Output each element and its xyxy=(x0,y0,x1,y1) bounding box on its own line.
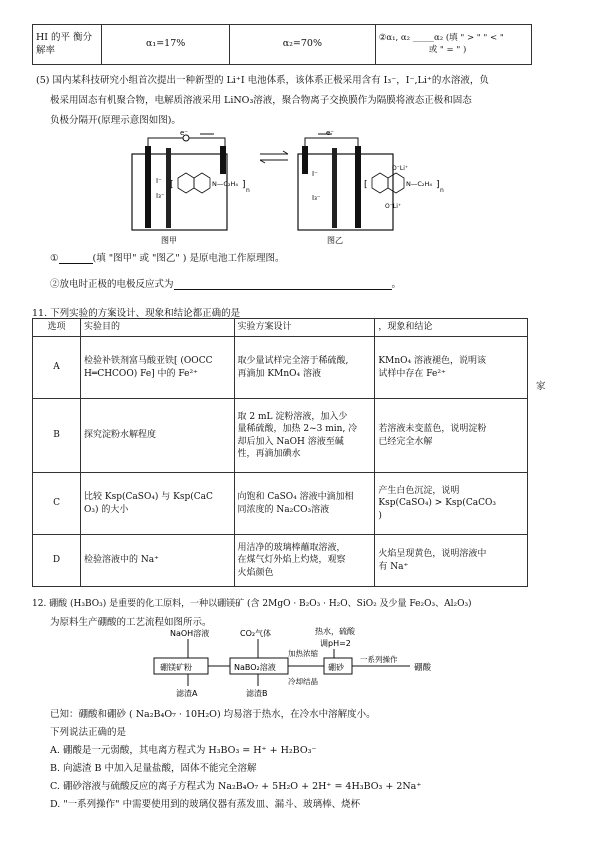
q5-paragraph-line: 极采用固态有机聚合物，电解质溶液采用 LiNO₃溶液，聚合物离子交换膜作为隔膜将液态正极和固态 xyxy=(50,95,472,106)
equilibrium-arrows-icon xyxy=(260,151,288,163)
cell-line: O₃) 的大小 xyxy=(84,504,129,515)
result-cell xyxy=(375,535,528,587)
electrode-left-a xyxy=(145,146,151,228)
cell-line: 性，再滴加碘水 xyxy=(237,448,301,459)
external-wire-a xyxy=(148,138,225,166)
q12-paragraph-line: 为原料生产硼酸的工艺流程如图所示。 xyxy=(50,617,212,628)
table-header-row xyxy=(33,319,528,337)
option-cell: D xyxy=(33,535,81,587)
cell-line: 量稀硫酸，加热 2~3 min, 冷 xyxy=(237,424,358,435)
q11-table xyxy=(32,318,528,587)
q12-option-c[interactable]: C. 硼砂溶液与硫酸反应的离子方程式为 Na₂B₄O₇ + 5H₂O + 2H⁺ = 4H₃BO₃ + 2Na⁺ xyxy=(50,781,422,792)
cell-line: 产生白色沉淀，说明 xyxy=(378,486,460,497)
table-header-cell: ，现象和结论 xyxy=(375,319,528,337)
answer-blank[interactable] xyxy=(59,263,93,264)
figure-caption: 图甲 xyxy=(161,236,177,245)
ion-label: I₃⁻ xyxy=(156,192,165,200)
cell-line: 却后加入 NaOH 溶液至碱 xyxy=(237,436,344,447)
cell-line: KMnO₄ 溶液褪色，说明该 xyxy=(378,356,486,367)
reagent-label: 调pH=2 xyxy=(320,639,351,648)
ring-icon xyxy=(178,173,194,193)
top-table-cell xyxy=(375,25,531,65)
step-label: 一系列操作 xyxy=(360,655,398,664)
reagent-label: 热水，硫酸 xyxy=(315,627,355,636)
option-cell: C xyxy=(33,473,81,535)
ring-icon xyxy=(388,173,404,193)
q12-ask: 下列说法正确的是 xyxy=(50,727,127,738)
q12-paragraph-line: 12. 硼酸 (H₃BO₃) 是重要的化工原料，一种以硼镁矿 (含 2MgO · B₂O₃ · H₂O、SiO₂ 及少量 Fe₂O₃、Al₂O₃) xyxy=(32,599,472,609)
polymer-bracket-icon: [ xyxy=(364,180,368,190)
cell-line: 火焰呈现黄色，说明溶液中 xyxy=(378,549,487,560)
option-cell: A xyxy=(33,337,81,399)
plan-cell xyxy=(234,473,375,535)
q12-option-a[interactable]: A. 硼酸是一元弱酸，其电离方程式为 H₃BO₃ = H⁺ + H₂BO₃⁻ xyxy=(50,745,317,756)
table-header-cell: 实验方案设计 xyxy=(234,319,375,337)
figure-a xyxy=(132,129,250,245)
flow-box-label: 硼砂 xyxy=(328,663,344,672)
electron-label: e⁻ xyxy=(326,129,335,137)
table-header-cell: 实验目的 xyxy=(81,319,234,337)
q12-option-d[interactable]: D. "一系列操作" 中需要使用到的玻璃仪器有蒸发皿、漏斗、玻璃棒、烧杯 xyxy=(50,799,361,810)
polymer-subscript: n xyxy=(440,187,444,194)
flow-box-label: NaBO₂溶液 xyxy=(234,663,276,672)
reagent-label: CO₂气体 xyxy=(240,629,272,638)
top-table-cell: α₂=70% xyxy=(230,25,376,65)
electrode-left-b xyxy=(302,146,308,174)
cell-line: Ksp(CaSO₄) > Ksp(CaCO₃ xyxy=(378,498,496,509)
top-table-cell-line: ②α₁, α₂ _____α₂ (填 " > " " < " xyxy=(378,33,504,44)
result-cell xyxy=(375,337,528,399)
membrane-b xyxy=(332,148,337,228)
cell-line: 试样中存在 Fe²⁺ xyxy=(378,368,446,379)
plan-cell xyxy=(234,535,375,587)
table-row xyxy=(33,399,528,473)
option-cell: B xyxy=(33,399,81,473)
cell-line: 检验溶液中的 Na⁺ xyxy=(84,555,159,566)
q11-title: 11. 下列实验的方案设计、现象和结论都正确的是 xyxy=(32,308,241,319)
q12-option-b[interactable]: B. 向滤渣 B 中加入足量盐酸，固体不能完全溶解 xyxy=(50,763,257,774)
cell-line: 向饱和 CaSO₄ 溶液中滴加相 xyxy=(237,492,354,503)
figure-b xyxy=(298,129,444,245)
ion-label: I⁻ xyxy=(156,177,162,185)
result-cell xyxy=(375,473,528,535)
step-label: 加热浓缩 xyxy=(288,649,318,658)
q5-sub1-text: (填 "图甲" 或 "图乙" ) 是原电池工作原理图。 xyxy=(92,253,285,264)
figure-caption: 图乙 xyxy=(327,236,343,245)
result-cell xyxy=(375,399,528,473)
q5-sub1-number: ① xyxy=(50,253,59,264)
cell-line: ) xyxy=(378,510,382,521)
polymer-label: O⁻Li⁺ xyxy=(385,203,402,210)
q5-paragraph-line: (5) 国内某科技研究小组首次提出一种新型的 Li⁺I 电池体系，该体系正极采用含有 I₃⁻，I⁻,Li⁺的水溶液，负 xyxy=(36,75,489,86)
answer-blank[interactable] xyxy=(174,289,392,290)
table-row xyxy=(33,535,528,587)
ion-label: I⁻ xyxy=(312,170,318,178)
electron-label: e⁻ xyxy=(180,129,189,137)
flow-box-label: 硼镁矿粉 xyxy=(160,663,192,672)
top-table xyxy=(32,24,532,65)
cell-line: 有 Na⁺ xyxy=(378,561,409,572)
goal-cell xyxy=(81,473,234,535)
cell-line: 若溶液未变蓝色，说明淀粉 xyxy=(378,424,487,435)
reagent-label: NaOH溶液 xyxy=(170,629,210,638)
cell-line: 同浓度的 Na₂CO₃溶液 xyxy=(237,504,330,515)
q5-sub2 xyxy=(50,276,401,290)
electrode-right-a xyxy=(220,146,226,174)
goal-cell xyxy=(81,337,234,399)
polymer-subscript: n xyxy=(246,187,250,194)
residue-label: 滤渣A xyxy=(176,689,198,698)
plan-cell xyxy=(234,337,375,399)
polymer-label: N—C₂H₄ xyxy=(406,180,432,188)
polymer-bracket-icon: [ xyxy=(170,180,174,190)
electrode-right-b xyxy=(355,146,361,228)
margin-char: 家 xyxy=(536,381,546,392)
polymer-bracket-icon: ] xyxy=(436,180,440,190)
polymer-label: N—C₂H₄ xyxy=(212,180,238,188)
ring-icon xyxy=(194,173,210,193)
process-flow-diagram xyxy=(150,626,480,700)
cell-line: 已经完全水解 xyxy=(378,436,433,447)
top-table-cell-line: 或 " = " ) xyxy=(428,44,467,55)
top-table-cell: α₁=17% xyxy=(102,25,230,65)
cell-line: H═CHCOO) Fe] 中的 Fe²⁺ xyxy=(84,368,198,379)
cell-line: 再滴加 KMnO₄ 溶液 xyxy=(237,368,321,379)
external-wire-b xyxy=(305,138,358,166)
cell-line: 检验补铁剂富马酸亚铁[ (OOCC xyxy=(84,356,213,367)
q12-known: 已知：硼酸和硼砂 ( Na₂B₄O₇ · 10H₂O) 均易溶于热水，在冷水中溶解度小。 xyxy=(50,709,376,720)
q5-sub1 xyxy=(50,250,285,264)
table-header-cell: 选项 xyxy=(33,319,81,337)
polymer-label: O⁻Li⁺ xyxy=(392,165,409,172)
cell-line: 探究淀粉水解程度 xyxy=(84,430,157,441)
cell-line: 取 2 mL 淀粉溶液，加入少 xyxy=(237,412,348,423)
step-label: 冷却结晶 xyxy=(288,677,318,686)
polymer-bracket-icon: ] xyxy=(242,180,246,190)
goal-cell xyxy=(81,535,234,587)
ion-label: I₃⁻ xyxy=(312,194,321,202)
cell-line: 取少量试样完全溶于稀硫酸, xyxy=(237,356,349,367)
ring-icon xyxy=(372,173,388,193)
cell-line: 比较 Ksp(CaSO₄) 与 Ksp(CaC xyxy=(84,492,213,503)
cell-line: 用洁净的玻璃棒蘸取溶液， xyxy=(237,543,346,554)
battery-diagram xyxy=(130,128,470,246)
cell-line: 在煤气灯外焰上灼烧，观察 xyxy=(237,555,346,566)
q5-sub2-end: 。 xyxy=(391,279,402,290)
table-row xyxy=(33,473,528,535)
residue-label: 滤渣B xyxy=(246,689,268,698)
product-label: 硼酸 xyxy=(414,663,432,673)
cell-line: 火焰颜色 xyxy=(237,567,274,578)
goal-cell xyxy=(81,399,234,473)
plan-cell xyxy=(234,399,375,473)
q5-paragraph-line: 负极分隔开(原理示意图如图)。 xyxy=(50,115,181,126)
table-row xyxy=(33,337,528,399)
top-table-cell: HI 的平 衡分解率 xyxy=(33,25,102,65)
q5-sub2-text: ②放电时正极的电极反应式为 xyxy=(50,279,174,290)
